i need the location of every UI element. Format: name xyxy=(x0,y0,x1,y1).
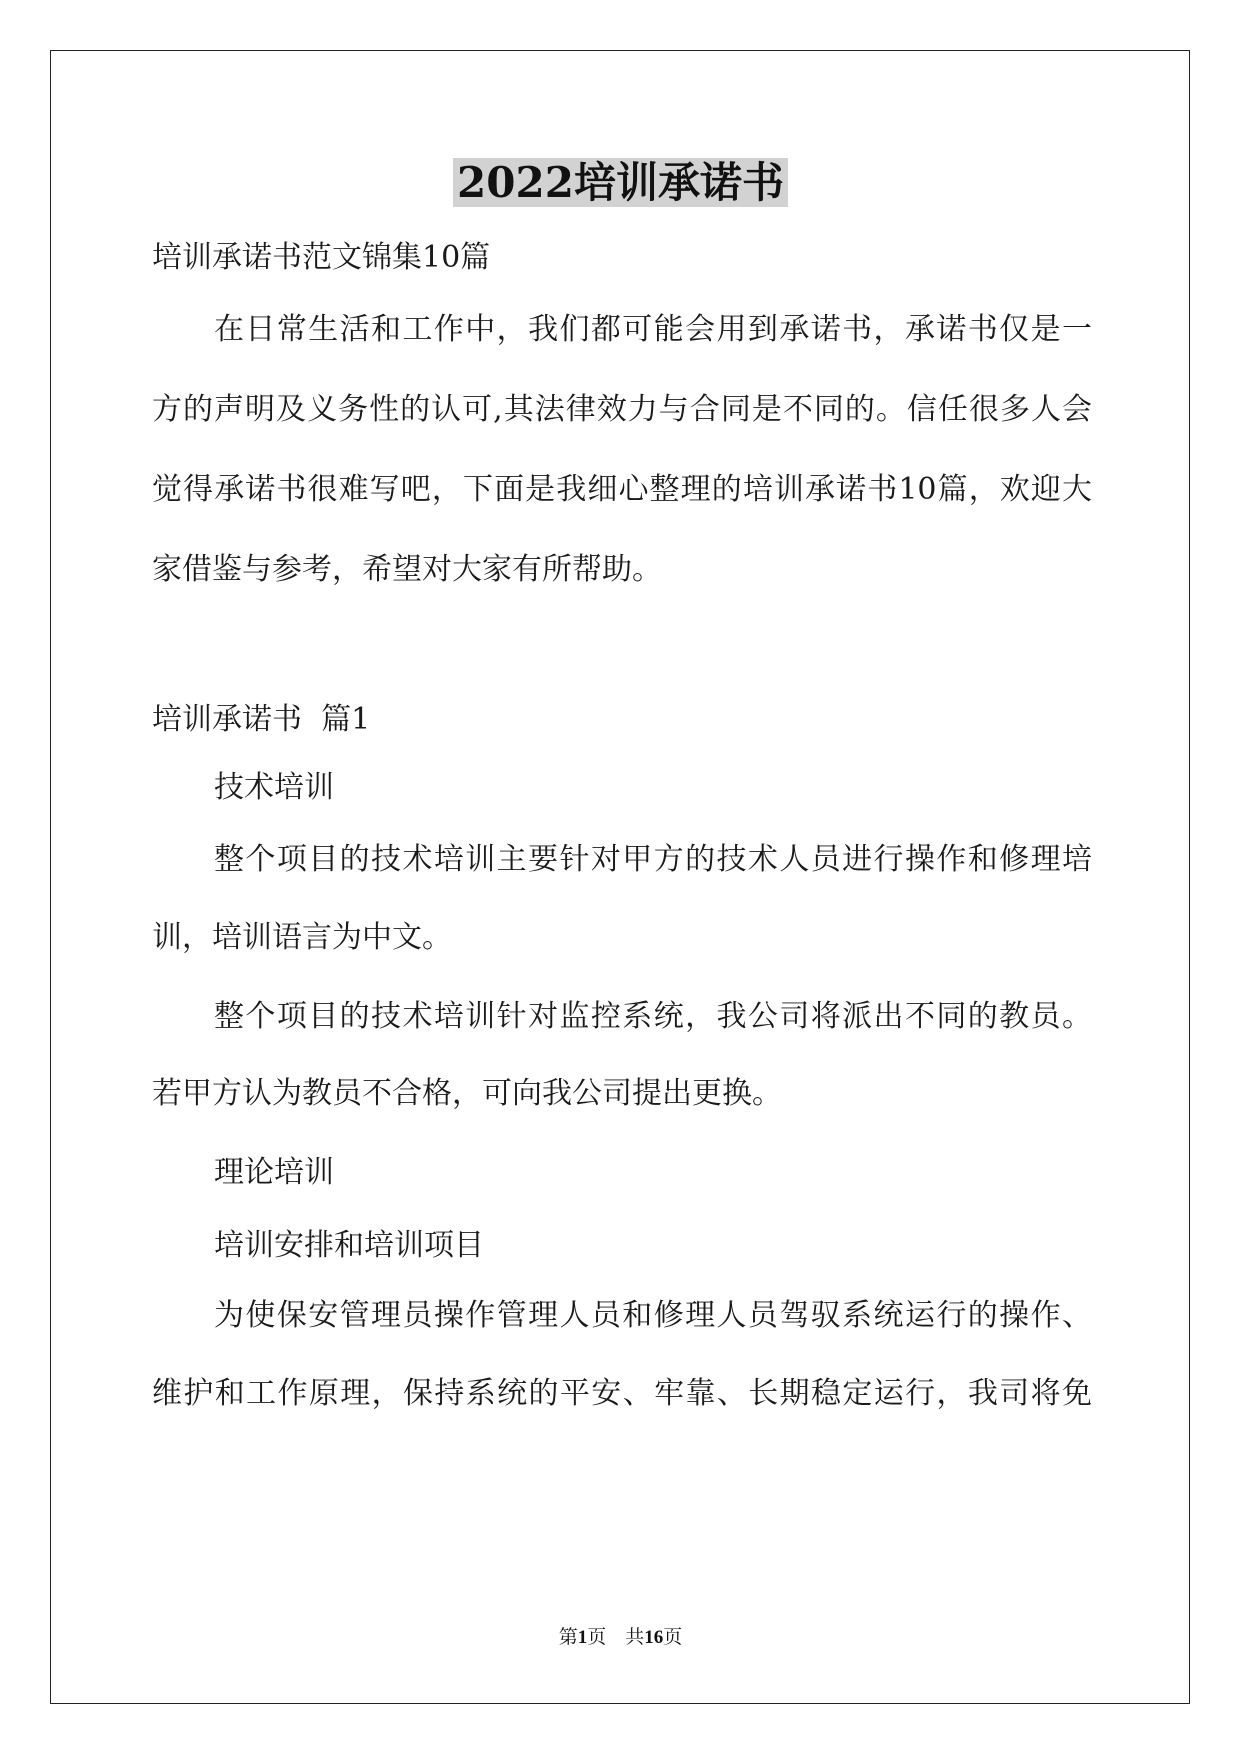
intro-line: 觉得承诺书很难写吧，下面是我细心整理的培训承诺书10篇，欢迎大 xyxy=(152,472,1092,507)
document-title-text: 2022培训承诺书 xyxy=(453,158,788,207)
intro-line: 在日常生活和工作中，我们都可能会用到承诺书，承诺书仅是一 xyxy=(214,312,1092,347)
intro-line: 家借鉴与参考，希望对大家有所帮助。 xyxy=(152,552,662,587)
page-prefix: 第 xyxy=(558,1627,578,1648)
body-line: 整个项目的技术培训针对监控系统，我公司将派出不同的教员。 xyxy=(214,999,1092,1034)
document-title xyxy=(0,155,1241,211)
page-footer xyxy=(0,1622,1241,1649)
total-prefix: 共 xyxy=(625,1627,645,1648)
body-line: 理论培训 xyxy=(214,1155,334,1190)
page-number: 1 xyxy=(577,1627,588,1648)
body-line: 整个项目的技术培训主要针对甲方的技术人员进行操作和修理培 xyxy=(214,842,1092,877)
body-line: 为使保安管理员操作管理人员和修理人员驾驭系统运行的操作、 xyxy=(214,1298,1092,1333)
body-line: 维护和工作原理，保持系统的平安、牢靠、长期稳定运行，我司将免 xyxy=(152,1376,1092,1411)
total-pages: 16 xyxy=(644,1627,664,1648)
subtitle: 培训承诺书范文锦集10篇 xyxy=(152,240,491,275)
total-suffix: 页 xyxy=(663,1627,683,1648)
body-line: 训，培训语言为中文。 xyxy=(152,920,452,955)
section-heading: 培训承诺书 篇1 xyxy=(152,702,371,737)
body-line: 若甲方认为教员不合格，可向我公司提出更换。 xyxy=(152,1076,782,1111)
page-suffix: 页 xyxy=(587,1627,607,1648)
body-line: 培训安排和培训项目 xyxy=(214,1228,484,1263)
intro-line: 方的声明及义务性的认可,其法律效力与合同是不同的。信任很多人会 xyxy=(152,392,1092,427)
body-line: 技术培训 xyxy=(214,770,334,805)
